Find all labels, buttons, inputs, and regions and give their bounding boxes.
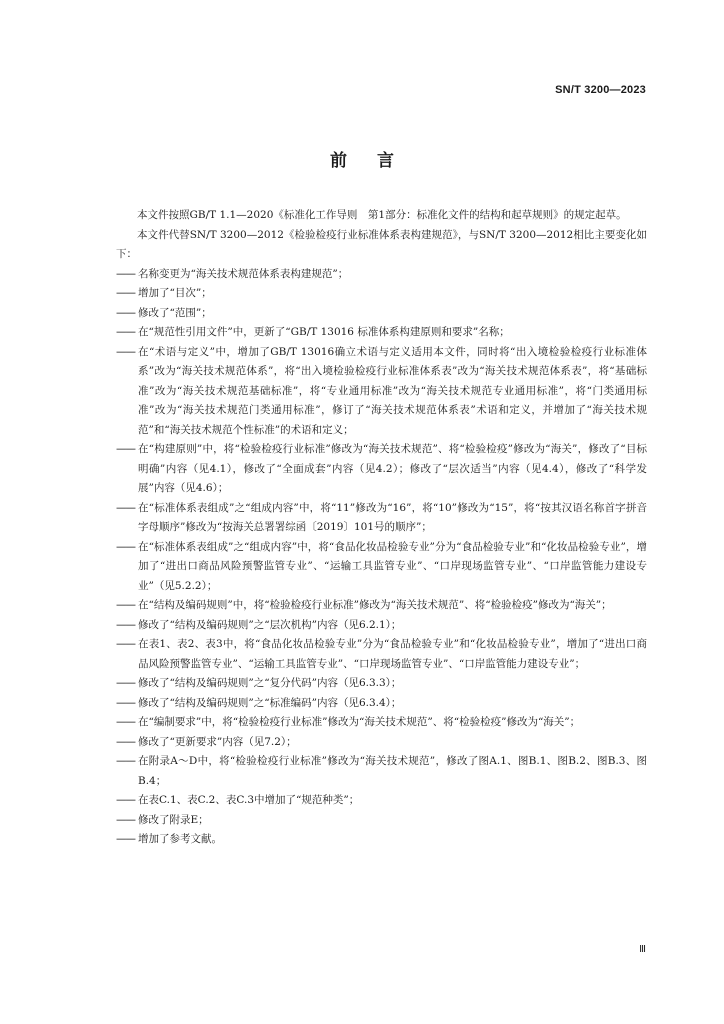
list-item bbox=[116, 694, 647, 714]
list-item bbox=[116, 811, 647, 831]
intro-paragraph: 本文件代替SN/T 3200—2012《检验检疫行业标准体系表构建规范》，与SN/T 3200—2012相比主要变化如下： bbox=[116, 228, 647, 260]
dash-marker: —— bbox=[116, 638, 135, 650]
dash-marker: —— bbox=[116, 540, 135, 553]
list-item-text: 在“构建原则”中，将“检验检疫行业标准”修改为“海关技术规范”、将“检验检疫”修改为“海关”，修改了“目标明确”内容（见4.1），修改了“全面成套”内容（见4.2）；修改了“层次适当”内容（见4.4），修改了“科学发展”内容（见4.6）； bbox=[138, 443, 647, 494]
dash-marker: —— bbox=[116, 716, 135, 728]
list-item bbox=[116, 596, 647, 616]
list-item-text: 在“标准体系表组成”之“组成内容”中，将“食品化妆品检验专业”分为“食品检验专业”和“化妆品检验专业”，增加了“进出口商品风险预警监管专业”、“运输工具监管专业”、“口岸现场监管专业”、“口岸监管能力建设专业”（见5.2.2）； bbox=[138, 540, 647, 592]
dash-marker: —— bbox=[116, 696, 135, 709]
list-item-text: 名称变更为“海关技术规范体系表构建规范”； bbox=[138, 267, 349, 280]
list-item bbox=[116, 791, 647, 811]
standard-code: SN/T 3200—2023 bbox=[555, 84, 646, 96]
dash-marker: —— bbox=[116, 618, 135, 631]
list-item-text: 在“术语与定义”中，增加了GB/T 13016确立术语与定义适用本文件，同时将“出入境检验检疫行业标准体系”改为“海关技术规范体系”，将“出入境检验检疫行业标准体系表”改为“海关技术规范体系表”，将“基础标准”改为“海关技术规范基础标准”，将“专业通用标准”改为“海关技术规范专业通用标准”，将“门类通用标准”改为“海关技术规范门类通用标准”，修订了“海关技术规范体系表”术语和定义，并增加了“海关技术规范”和“海关技术规范个性标准”的术语和定义； bbox=[138, 345, 647, 436]
dash-marker: —— bbox=[116, 833, 135, 845]
dash-marker: —— bbox=[116, 599, 135, 611]
dash-marker: —— bbox=[116, 326, 135, 338]
list-item-text: 增加了“目次”； bbox=[138, 287, 212, 299]
dash-marker: —— bbox=[116, 501, 135, 514]
list-item-text: 修改了“结构及编码规则”之“复分代码”内容（见6.3.3）； bbox=[138, 677, 402, 689]
list-item-text: 在“结构及编码规则”中，将“检验检疫行业标准”修改为“海关技术规范”、将“检验检疫”修改为“海关”； bbox=[138, 599, 612, 611]
changes-list bbox=[116, 265, 647, 850]
list-item-text: 修改了“结构及编码规则”之“标准编码”内容（见6.3.4）； bbox=[138, 696, 402, 709]
list-item-text: 修改了附录E； bbox=[138, 813, 209, 826]
dash-marker: —— bbox=[116, 677, 135, 689]
intro-paragraph: 本文件按照GB/T 1.1—2020《标准化工作导则 第1部分：标准化文件的结构和起草规则》的规定起草。 bbox=[137, 209, 627, 221]
list-item-text: 在附录A～D中，将“检验检疫行业标准”修改为“海关技术规范”，修改了图A.1、图B.1、图B.2、图B.3、图B.4； bbox=[138, 755, 647, 787]
list-item-text: 修改了“结构及编码规则”之“层次机构”内容（见6.2.1）； bbox=[138, 618, 402, 631]
list-item bbox=[116, 674, 647, 694]
list-item bbox=[116, 616, 647, 636]
list-item bbox=[116, 538, 647, 597]
list-item bbox=[116, 499, 647, 538]
list-item bbox=[116, 265, 647, 285]
list-item-text: 在“规范性引用文件”中，更新了“GB/T 13016 标准体系构建原则和要求”名称； bbox=[138, 326, 510, 338]
dash-marker: —— bbox=[116, 267, 135, 280]
dash-marker: —— bbox=[116, 813, 135, 826]
foreword-body bbox=[116, 206, 647, 850]
list-item-text: 在表C.1、表C.2、表C.3中增加了“规范种类”； bbox=[138, 794, 360, 806]
list-item-text: 在“编制要求”中，将“检验检疫行业标准”修改为“海关技术规范”、将“检验检疫”修改为“海关”； bbox=[138, 716, 581, 728]
list-item bbox=[116, 733, 647, 753]
list-item bbox=[116, 343, 647, 441]
dash-marker: —— bbox=[116, 443, 135, 455]
list-item-text: 增加了参考文献。 bbox=[138, 833, 222, 845]
list-item-text: 在“标准体系表组成”之“组成内容”中，将“11”修改为“16”，将“10”修改为“15”，将“按其汉语名称首字拼音字母顺序”修改为“按海关总署署综函〔2019〕101号的顺序”； bbox=[138, 501, 647, 533]
list-item bbox=[116, 752, 647, 791]
page-title: 前言 bbox=[330, 151, 424, 171]
dash-marker: —— bbox=[116, 755, 135, 767]
list-item bbox=[116, 304, 647, 324]
dash-marker: —— bbox=[116, 345, 135, 358]
dash-marker: —— bbox=[116, 735, 135, 748]
page-number: Ⅲ bbox=[639, 944, 646, 955]
dash-marker: —— bbox=[116, 306, 135, 319]
list-item-text: 修改了“更新要求”内容（见7.2）； bbox=[138, 735, 297, 748]
list-item bbox=[116, 830, 647, 850]
list-item bbox=[116, 323, 647, 343]
list-item-text: 修改了“范围”； bbox=[138, 306, 212, 319]
dash-marker: —— bbox=[116, 794, 135, 806]
list-item-text: 在表1、表2、表3中，将“食品化妆品检验专业”分为“食品检验专业”和“化妆品检验专业”，增加了“进出口商品风险预警监管专业”、“运输工具监管专业”、“口岸现场监管专业”、“口岸监管能力建设专业”； bbox=[138, 638, 647, 670]
list-item bbox=[116, 440, 647, 499]
list-item bbox=[116, 713, 647, 733]
list-item bbox=[116, 635, 647, 674]
dash-marker: —— bbox=[116, 287, 135, 299]
list-item bbox=[116, 284, 647, 304]
